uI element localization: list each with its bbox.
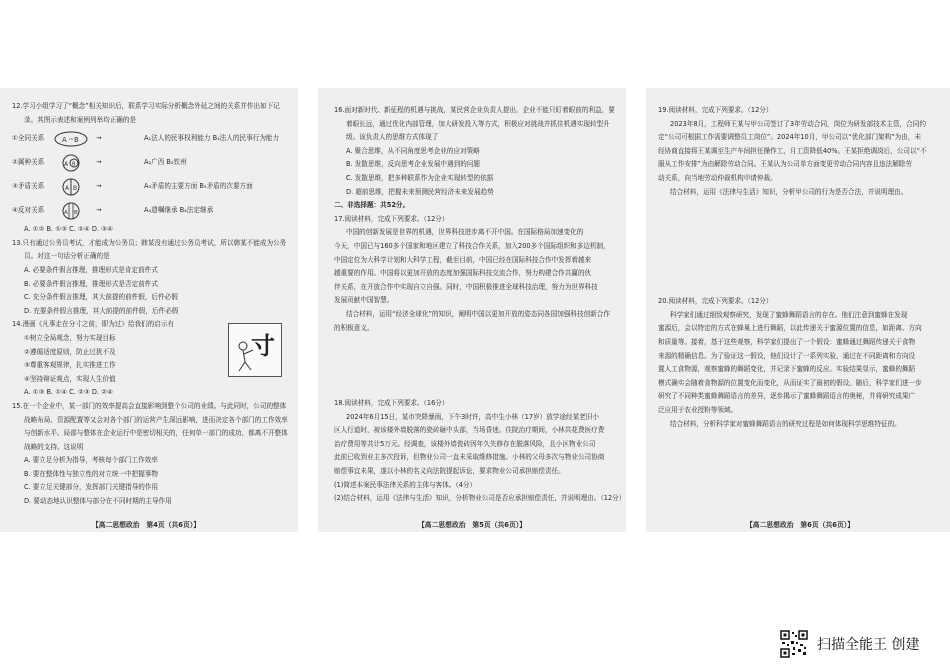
q17-material: 伴关系，在开放合作中实现自立自强。同时，中国积极推进全球科技治理，努力为世界科技 (334, 282, 598, 291)
q18-material: 区人行道时，被该楼外墙脱落的瓷砖砸中头部，当场昏迷。住院治疗期间，小林共花费医疗费 (334, 426, 605, 435)
q18-material: 此前已收到业主多次投诉，但物业公司一直未采取维修措施。小林的父母多次与物业公司协商 (334, 453, 605, 462)
q14-line: 14.漫画《凡事走在分寸之前，即为过》给我们的启示有 (12, 320, 175, 329)
q18-material: 赔偿事宜未果，遂以小林的名义向法院提起诉讼，要求物业公司承担赔偿责任。 (334, 467, 565, 476)
q12-choices: A. ①② B. ①③ C. ②④ D. ③④ (24, 225, 113, 234)
q19-material: 定“公司可根据工作需要调整员工岗位”。2024年10月，甲公司以“优化部门架构”为由，未 (658, 133, 922, 142)
scanner-brand-label: 扫描全能王 创建 (817, 637, 920, 653)
venn-subset-icon: A B → (52, 154, 144, 172)
option-text: A₁法人的民事权利能力 B₁法人的民事行为能力 (144, 134, 280, 143)
q15-line: 战略布局、资源配置等又会对各个部门的运营产生深远影响，进而决定各个部门的工作效率 (24, 415, 288, 424)
q20-material: 泛应用于农业授粉等领域。 (658, 405, 738, 414)
q13-line: 员。对这一句话分析正确的是 (24, 252, 110, 261)
svg-text:B: B (74, 136, 79, 145)
q14-choices: A. ①③ B. ①④ C. ②③ D. ②④ (24, 388, 113, 397)
q13-option: D. 充要条件假言推理，其大前提的前件假，后件必假 (24, 306, 179, 315)
q20-material: 蜜源后，会以特定的方式在蜂巢上进行舞蹈，以此传递关于蜜源位置的信息，如距离、方向 (658, 324, 922, 333)
q15-line: 战略的支持。这说明 (24, 442, 84, 451)
q14-item: ①树立全局观念，努力实现目标 (24, 333, 116, 342)
svg-text:A: A (64, 161, 69, 169)
svg-text:A: A (65, 185, 70, 193)
q14-item: ④坚持辩证观点，实现人生价值 (24, 374, 116, 383)
q17-intro: 17.阅读材料，完成下列要求。（12分） (334, 214, 449, 223)
q17-material: 中国的创新发展是世界的机遇，世界科技进步离不开中国。在国际格局加速变化的 (346, 228, 584, 237)
q16-line: 着眼长远，通过优化内部管理，加大研发投入等方式，积极应对挑战并抓住机遇实现转型升 (346, 119, 610, 128)
q17-material: 中国定位为大科学计划和大科学工程，截至目前，中国已经在国际科技合作中发挥着越来 (334, 255, 592, 264)
q14-item: ②遵循适度原则，防止过犹不及 (24, 347, 116, 356)
q19-intro: 19.阅读材料，完成下列要求。（12分） (658, 106, 773, 114)
q12-line: 录。其图示表述和案例列举均正确的是 (24, 115, 137, 124)
q16-option: D. 超前思维，把握未来预测民营经济未来发展趋势 (346, 187, 494, 196)
svg-text:B: B (74, 210, 78, 217)
q19-material: 经协商直接将王某调至生产车间担任操作工，月工资降低40%。王某拒绝调岗后，公司以“不 (658, 146, 927, 155)
q17-task: 结合材料，运用“经济全球化”的知识，阐明中国以更加开放的姿态同各国加强科技创新合作 (346, 309, 610, 318)
page6-footer: 【高二思想政治 第6页（共6页）】 (746, 521, 855, 529)
svg-text:B: B (73, 185, 78, 193)
option-label: ①全同关系 (12, 134, 45, 143)
answer-space (334, 335, 625, 397)
option-text: A₂广西 B₂钦州 (144, 158, 187, 167)
option-text: A₃矛盾的主要方面 B₃矛盾的次要方面 (144, 182, 253, 191)
qr-code-icon (780, 630, 808, 658)
q16-option: B. 发散思维，反向思考企业发展中遇到的问题 (346, 160, 480, 169)
option-text: A₄遗嘱继承 B₄法定继承 (144, 206, 214, 215)
q12-option-3 (12, 175, 288, 199)
q20-task: 结合材料，分析科学家对蜜蜂舞蹈语言的研究过程是如何体现科学思维特征的。 (670, 419, 901, 428)
option-label: ③矛盾关系 (12, 182, 45, 191)
q15-option: C. 要立足关键部分，发挥部门关键指导的作用 (24, 483, 159, 492)
q20-material: 模式确实会随着食物源的位置变化而变化，从而证实了最初的假设。随后，科学家们进一步 (658, 378, 922, 387)
option-label: ④反对关系 (12, 206, 45, 215)
q13-option: C. 充分条件假言推理，其大前提的前件假，后件必假 (24, 293, 178, 302)
page6-content (658, 104, 927, 431)
exam-page-4 (0, 88, 298, 532)
page4-content (12, 100, 288, 509)
q14-cartoon-image (228, 323, 282, 377)
q12-option-1 (12, 127, 288, 151)
q18-material: 治疗费用等共计5万元。经调查，该楼外墙瓷砖因年久失修存在脱落风险，且小区物业公司 (334, 439, 596, 448)
page5-footer: 【高二思想政治 第5页（共6页）】 (418, 521, 527, 529)
q16-option: C. 发散思维，把多种联系作为企业实现转型的依据 (346, 173, 494, 182)
q16-option: A. 聚合思维，从不同角度思考企业的应对策略 (346, 146, 480, 155)
q15-option: B. 要在整体性与独立性的对立统一中把握事物 (24, 469, 158, 478)
venn-contradiction-icon: A B → (52, 178, 144, 196)
q13-line: 13.只有通过公务员考试，才能成为公务员；韩某没有通过公务员考试，所以韩某不能成为公务 (12, 238, 287, 247)
q15-option: A. 要立足分析为指导，考核每个部门工作效率 (24, 456, 158, 465)
q13-option: B. 必要条件假言推理，推理形式是否定前件式 (24, 279, 158, 288)
q15-line: 与创新水平。局部与整体在企业运行中是密切相关的，任何单一部门的成功，都离不开整体 (24, 429, 288, 438)
option-label: ②属种关系 (12, 158, 45, 167)
q19-material: 服从工作安排”为由解除劳动合同。王某认为公司单方面变更劳动合同内容且违法解除劳 (658, 160, 912, 169)
q18-material: 2024年6月15日，某市突降暴雨，下午3时许，高中生小林（17岁）放学途经某老旧小 (346, 412, 599, 421)
cartoon-char: 寸 (251, 332, 275, 360)
q18-sub: (2)结合材料，运用《法律与生活》知识，分析物业公司是否应承担赔偿责任，并说明理由。（12分） (334, 494, 626, 503)
svg-text:A: A (64, 210, 68, 217)
page5-content (334, 104, 625, 506)
svg-text:B: B (72, 161, 76, 168)
venn-identity-icon: A B → (52, 130, 144, 148)
answer-space (658, 199, 927, 295)
q20-material: 和质量等。接着，基于这些观察，科学家们提出了一个假设：蜜蜂通过舞蹈传递关于食物 (658, 337, 916, 346)
q12-line: 12.学习小组学习了“概念”相关知识后，联系学习实际分析概念外延之间的关系并作出如下记 (12, 102, 280, 110)
q19-material: 动关系，向当地劳动仲裁机构申请仲裁。 (658, 173, 777, 182)
q20-intro: 20.阅读材料，完成下列要求。（12分） (658, 297, 773, 306)
q17-material: 今天，中国已与160多个国家和地区建立了科技合作关系，加入200多个国际组织和多边机制， (334, 241, 610, 250)
q12-option-4 (12, 199, 288, 223)
exam-page-5 (318, 88, 626, 532)
exam-page-6 (646, 88, 950, 532)
q19-material: 2023年8月，工程师王某与甲公司签订了3年劳动合同，岗位为研发部技术主管，合同约 (670, 119, 926, 128)
q15-option: D. 要动态地认识整体与部分在不同时期的主导作用 (24, 497, 172, 506)
q13-option: A. 必要条件假言推理，推理形式是肯定前件式 (24, 265, 158, 274)
q20-material: 置人工食物源，观察蜜蜂的舞蹈变化，并记录下蜜蜂的反应。实验结果显示，蜜蜂的舞蹈 (658, 365, 916, 374)
q20-material: 研究了不同种类蜜蜂舞蹈语言的差异，逐步揭示了蜜蜂舞蹈语言的奥秘，并将研究成果广 (658, 392, 916, 401)
q19-task: 结合材料，运用《法律与生活》知识，分析甲公司的行为是否合法，并说明理由。 (670, 187, 908, 196)
page4-footer: 【高二思想政治 第4页（共6页）】 (92, 521, 201, 529)
q16-line: 级。该负责人的思维方式体现了 (346, 133, 439, 142)
q17-task: 的积极意义。 (334, 323, 374, 332)
q16-line: 16.面对新时代、新征程的机遇与挑战，某民营企业负责人提出，企业不能只盯着眼前的利益，要 (334, 106, 615, 114)
q12-option-2 (12, 151, 288, 175)
q20-material: 来源的精确信息。为了验证这一假设，他们设计了一系列实验，通过在不同距离和方向设 (658, 351, 916, 360)
q20-material: 科学家们通过细致观察研究，发现了蜜蜂舞蹈语言的存在。他们注意到蜜蜂在发现 (670, 310, 908, 319)
q15-line: 15.在一个企业中，某一部门的效率提高会直接影响到整个公司的业绩。与此同时，公司的整体 (12, 401, 287, 410)
q17-material: 越重要的作用。中国将以更加开放的态度加强国际科技交流合作，努力构建合作共赢的伙 (334, 269, 592, 278)
svg-text:A: A (62, 136, 67, 145)
q18-intro: 18.阅读材料，完成下列要求。（16分） (334, 399, 449, 408)
q17-material: 发展贡献中国智慧。 (334, 296, 394, 305)
q14-item: ③尊重客观规律，扎实推进工作 (24, 361, 116, 370)
q18-sub: (1)简述本案民事法律关系的主体与客体。（4分） (334, 480, 477, 489)
venn-contrary-icon: A B → (52, 202, 144, 220)
section-heading: 二、非选择题：共52分。 (334, 201, 410, 210)
